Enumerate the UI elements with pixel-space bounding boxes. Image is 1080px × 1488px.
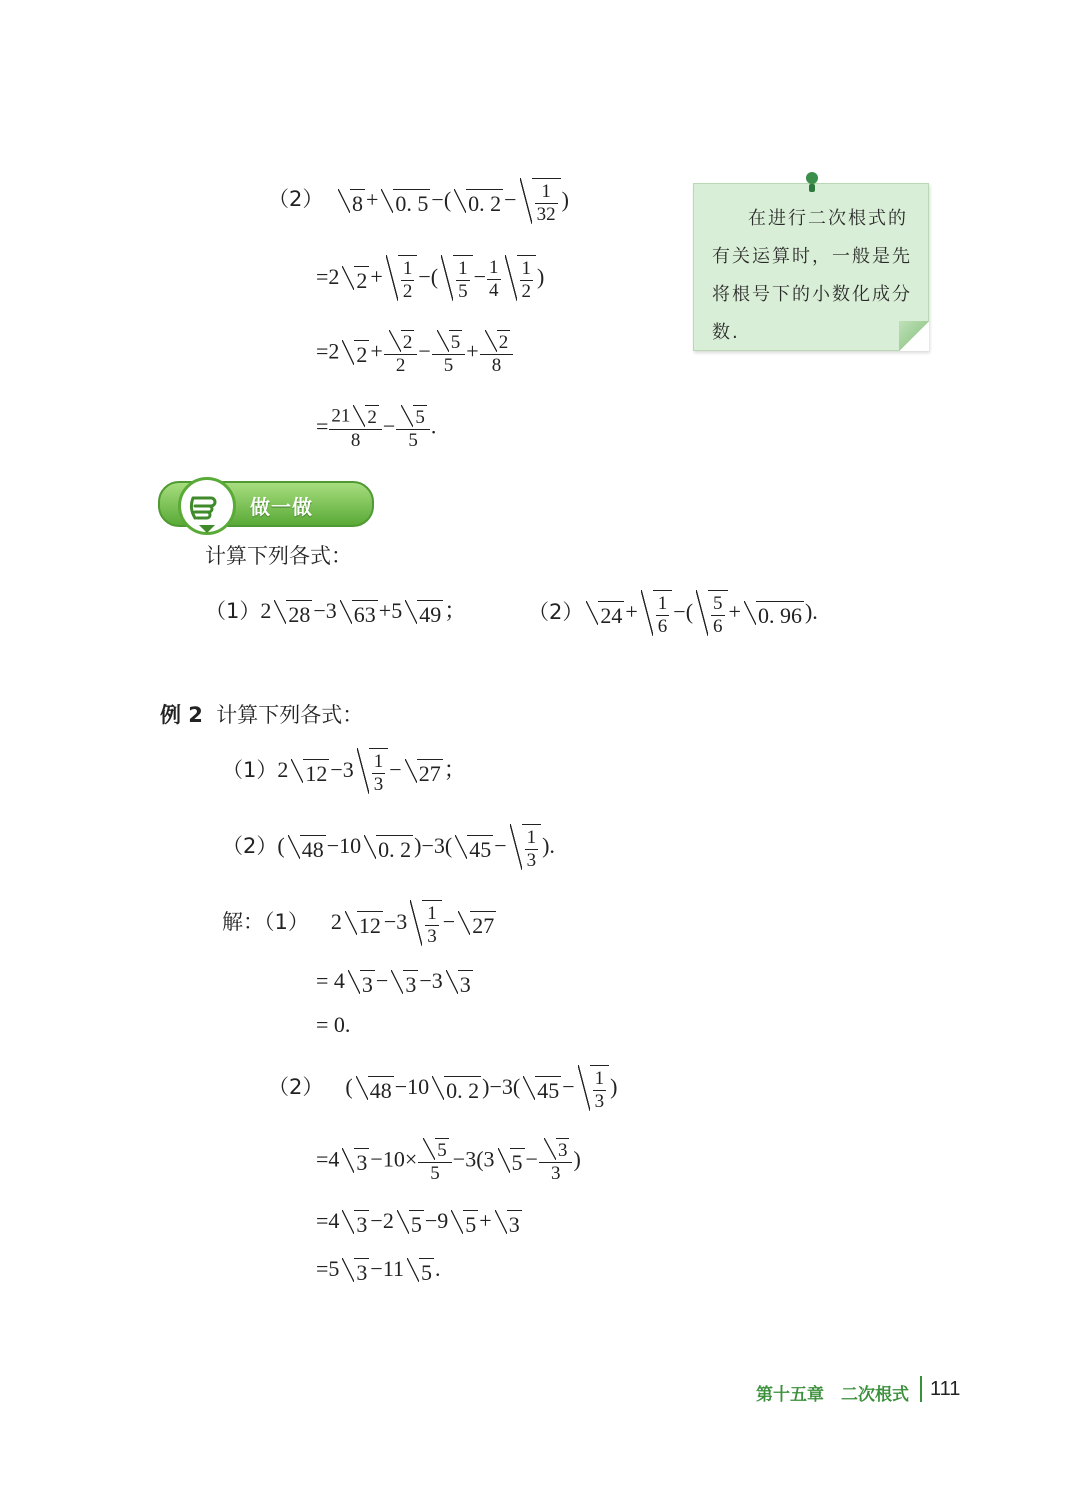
example-heading: 例 2 计算下列各式： (160, 703, 364, 727)
top-line-1: 8 + 0. 5 −( 0. 2 − $\frac{1}{32}$ ) (335, 178, 569, 226)
page-curl-icon (899, 321, 929, 351)
solution-1-line-3: = 0. (316, 1012, 351, 1037)
page-number: 111 (930, 1378, 961, 1400)
tip-note-text: 在进行二次根式的有关运算时，一般是先将根号下的小数化成分数. (712, 208, 912, 343)
solution-2-line-3: =4 3 −2 5 −9 5 + 3 (316, 1208, 520, 1237)
example-problem-1: （1）2 12 −3 $\frac{1}{3}$ − 27 ； (222, 748, 466, 796)
solution-2-line-1: （2） ( 48 −10 0. 2 )−3( 45 − $\frac{1}{3}$ ) (268, 1065, 617, 1113)
solution-label: （2） (268, 187, 324, 211)
solution-2-line-2: =4 3 −10× $\frac{5}{5}$ −3(3 5 − $\frac{3}{3}$ ) (316, 1140, 581, 1184)
exercise-item-1: （1）2 28 −3 63 +5 49 ； (205, 598, 467, 627)
pin-icon (806, 172, 818, 184)
badge-label: 做一做 (250, 495, 313, 519)
top-line-4: = $\frac{21 2}{8}$ − $\frac{5}{5}$ . (316, 405, 437, 451)
solution-1-line-2: = 4 3 − 3 −3 3 (316, 968, 471, 997)
top-line-2: =2 2 + $\frac{1}{2}$ −( $\frac{1}{5}$ − $\frac{1}{4}$ $\frac{1}{2}$ ) (316, 256, 545, 302)
example-problem-2: （2）( 48 −10 0. 2 )−3( 45 − $\frac{1}{3}$ ). (222, 824, 555, 872)
solution-2-line-4: =5 3 −11 5 . (316, 1256, 441, 1285)
solution-1-line-1: 解：（1） 2 12 −3 $\frac{1}{3}$ − 27 (222, 900, 497, 948)
exercise-prompt: 计算下列各式： (205, 544, 352, 568)
exercise-item-2: （2） 24 + $\frac{1}{6}$ −( $\frac{5}{6}$ + 0. 96 ). (528, 590, 818, 638)
tip-note (693, 183, 929, 351)
top-line-3: =2 2 + $\frac{2}{2}$ − $\frac{5}{5}$ + $\frac{2}{8}$ (316, 330, 514, 377)
footer-divider (920, 1376, 922, 1402)
activity-badge (158, 481, 374, 527)
chapter-title: 第十五章 二次根式 (756, 1385, 909, 1405)
